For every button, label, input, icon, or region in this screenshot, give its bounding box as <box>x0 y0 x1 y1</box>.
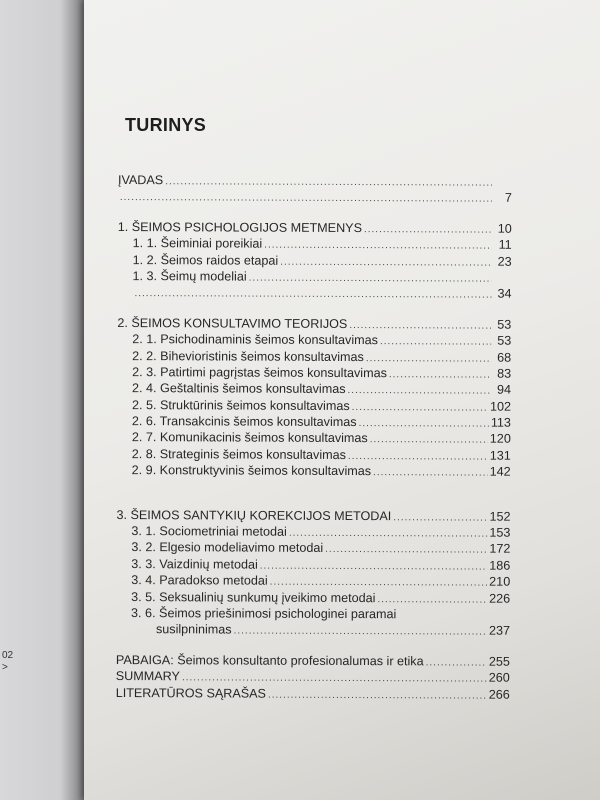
toc-entry <box>118 235 512 253</box>
toc-entry-page: 226 <box>489 591 511 606</box>
toc-entry-title: 2. 9. Konstruktyvinis šeimos konsultavimas <box>131 463 372 479</box>
dot-leader <box>268 687 487 704</box>
toc-entry-page: 53 <box>497 333 512 348</box>
toc-entry-title: 3. 5. Seksualinių sunkumų įveikimo metodai <box>131 589 376 605</box>
toc-entry-title: 3. 6. Šeimos priešinimosi psichologinei paramai <box>131 606 397 622</box>
toc-entry <box>118 172 512 190</box>
toc-entry-page: 10 <box>497 221 512 236</box>
dot-leader <box>347 383 491 400</box>
toc-entry-title: 2. 1. Psichodinaminis šeimos konsultavimas <box>132 332 378 348</box>
toc-entry-page: 113 <box>490 415 511 430</box>
toc-entry-title: 3. 3. Vaizdinių metodai <box>131 556 258 572</box>
dot-leader <box>370 433 488 450</box>
toc-entry-title: 1. 1. Šeiminiai poreikiai <box>132 236 263 251</box>
toc-entry <box>117 380 511 398</box>
dot-leader <box>325 542 487 559</box>
dot-leader <box>280 254 491 271</box>
dot-leader <box>373 465 488 482</box>
dot-leader <box>260 558 488 575</box>
dot-leader <box>364 222 492 239</box>
toc-entry <box>117 413 511 431</box>
dot-leader <box>389 367 491 384</box>
toc-entry <box>117 446 511 464</box>
dot-leader <box>359 416 489 433</box>
dot-leader <box>352 400 488 417</box>
dot-leader <box>165 174 492 192</box>
toc-entry-title: 3. 4. Paradokso metodai <box>131 573 268 588</box>
toc-entry <box>118 252 512 270</box>
adjacent-page <box>0 0 86 800</box>
toc-entry-page: 94 <box>497 382 512 398</box>
toc-entry-page: 102 <box>489 399 512 414</box>
toc-entry-page: 142 <box>489 464 511 479</box>
toc-entry-page: 34 <box>497 287 512 302</box>
toc-entry <box>118 219 512 237</box>
toc-entry-page: 266 <box>488 687 510 702</box>
toc-entry-title: 2. 3. Patirtimi pagrįstas šeimos konsultavimas <box>132 364 387 381</box>
dot-leader <box>249 271 492 288</box>
toc-entry <box>117 462 511 480</box>
toc-entry <box>116 685 510 703</box>
dot-leader <box>380 334 491 351</box>
toc-entry <box>116 539 510 557</box>
toc-entry-page: 53 <box>497 317 512 332</box>
dot-leader <box>393 510 487 527</box>
toc-entry <box>117 315 511 333</box>
toc-entry-title: 2. ŠEIMOS KONSULTAVIMO TEORIJOS <box>117 315 348 331</box>
toc-entry-title: 3. ŠEIMOS SANTYKIŲ KOREKCIJOS METODAI <box>116 507 392 523</box>
toc-entry <box>117 364 511 382</box>
toc-entry <box>116 556 510 574</box>
toc-entry-title: 1. 3. Šeimų modeliai <box>132 269 247 284</box>
dot-leader <box>234 624 487 642</box>
toc-entry-page: 152 <box>489 509 511 524</box>
toc-entry-continuation <box>118 188 512 206</box>
toc-entry <box>117 397 511 415</box>
toc-entry-title: 2. 2. Bihevioristinis šeimos konsultavimas <box>132 348 364 364</box>
toc-entry-page: 23 <box>497 254 512 269</box>
dot-leader <box>264 238 492 255</box>
toc-entry-title: 3. 2. Elgesio modeliavimo metodai <box>131 540 324 556</box>
toc-entry-title: 1. 2. Šeimos raidos etapai <box>132 252 279 268</box>
toc-entry <box>116 621 510 639</box>
toc-entry <box>117 348 511 366</box>
toc-entry-page: 186 <box>489 558 511 573</box>
toc-entry-title: 1. ŠEIMOS PSICHOLOGIJOS METMENYS <box>117 219 363 235</box>
adjacent-page-text <box>2 650 13 674</box>
toc-entry-page: 255 <box>488 654 510 669</box>
page-title: TURINYS <box>125 115 207 135</box>
toc-entry-title: 2. 7. Komunikacinis šeimos konsultavimas <box>131 430 368 446</box>
toc-entry-title: SUMMARY <box>115 669 180 684</box>
toc-entry-page: 153 <box>489 525 511 540</box>
toc-entry-page: 120 <box>489 432 511 447</box>
toc-entry-page: 237 <box>488 623 511 639</box>
toc-entry-page: 68 <box>497 350 512 365</box>
toc-entry <box>116 572 510 590</box>
toc-entry-page: 11 <box>498 237 512 252</box>
toc-entry-title: ĮVADAS <box>117 172 164 188</box>
toc-entry-page: 7 <box>504 191 512 206</box>
toc-entry <box>116 507 510 525</box>
toc-entry-title: LITERATŪROS SĄRAŠAS <box>115 685 266 701</box>
toc-entry-page: 131 <box>489 448 511 463</box>
table-of-contents <box>116 172 512 703</box>
dot-leader <box>120 190 492 208</box>
toc-entry-title: 2. 5. Struktūrinis šeimos konsultavimas <box>131 397 350 413</box>
toc-entry <box>117 331 511 349</box>
toc-entry-title: 2. 6. Transakcinis šeimos konsultavimas <box>131 414 357 430</box>
toc-entry-title: 2. 8. Strateginis šeimos konsultavimas <box>131 446 346 462</box>
toc-entry-page: 83 <box>497 366 512 381</box>
edge-text-1: 02 <box>2 650 14 661</box>
toc-entry <box>116 589 510 607</box>
toc-entry-title: 3. 1. Sociometriniai metodai <box>131 524 287 539</box>
toc-entry <box>116 668 510 686</box>
edge-text-2: > <box>2 662 8 673</box>
toc-entry-continuation <box>117 284 511 302</box>
toc-entry-title: PABAIGA: Šeimos konsultanto profesionalumas ir etika <box>115 652 424 669</box>
toc-entry <box>116 652 510 670</box>
dot-leader <box>426 655 487 672</box>
toc-entry-title: susilpninimas <box>155 622 232 637</box>
toc-entry <box>117 429 511 447</box>
toc-entry-title: 2. 4. Geštaltinis šeimos konsultavimas <box>132 381 346 397</box>
toc-entry-page: 260 <box>488 670 510 685</box>
toc-entry <box>118 268 512 286</box>
dot-leader <box>134 286 491 304</box>
toc-entry-page: 210 <box>489 574 511 589</box>
toc-entry <box>116 523 510 541</box>
toc-entry-page: 172 <box>489 542 511 557</box>
